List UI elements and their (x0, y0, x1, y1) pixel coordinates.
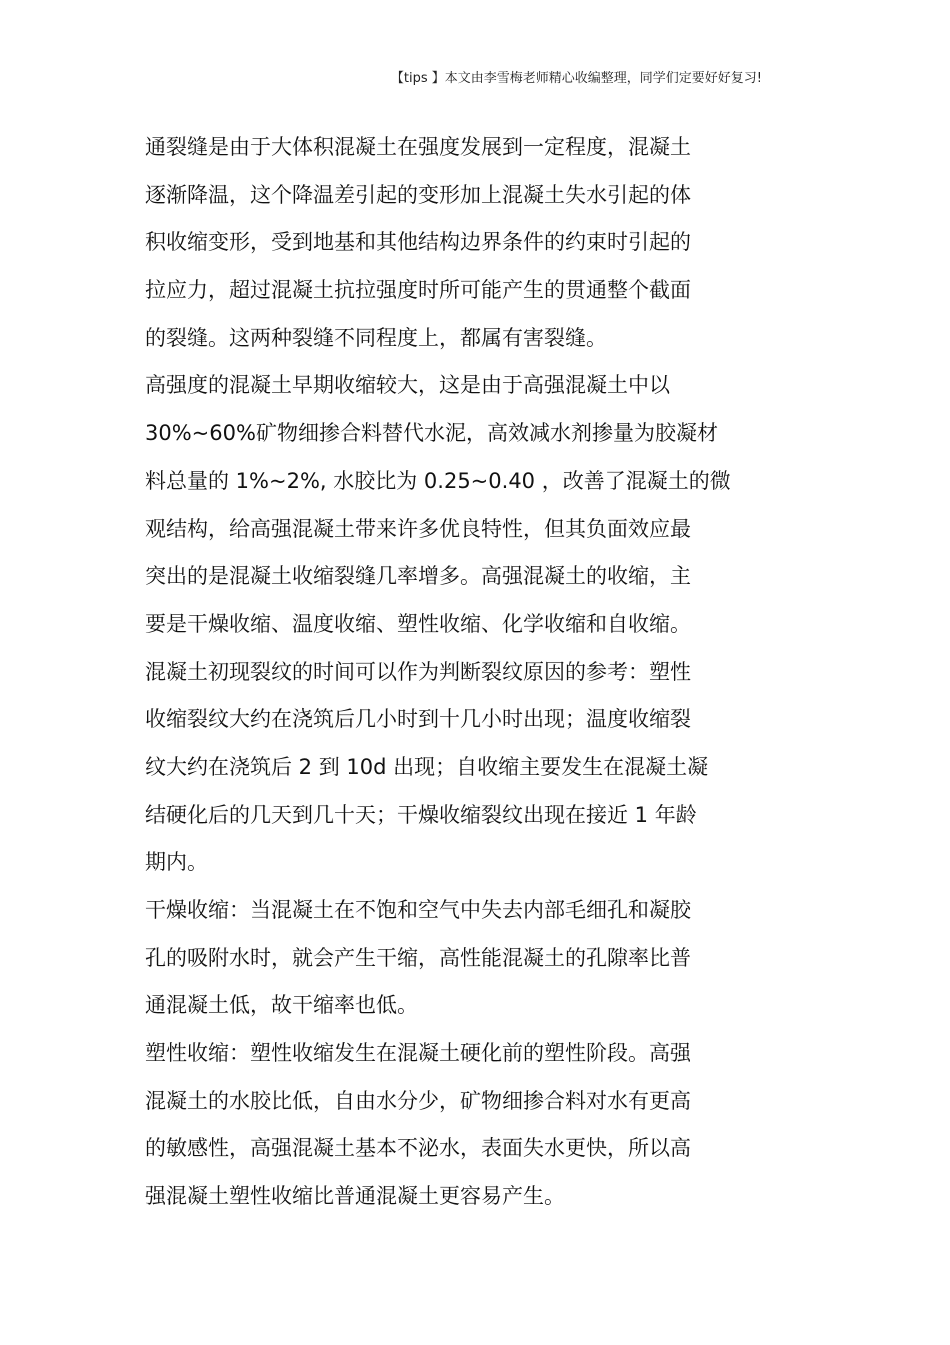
text-line: 逐渐降温，这个降温差引起的变形加上混凝土失水引起的体 (145, 182, 691, 207)
text-line: 通混凝土低，故干缩率也低。 (145, 993, 418, 1018)
text-line: 要是干燥收缩、温度收缩、塑性收缩、化学收缩和自收缩。 (145, 611, 691, 636)
text-line: 纹大约在浇筑后 2 到 10d 出现；自收缩主要发生在混凝土凝 (145, 754, 709, 779)
text-line: 积收缩变形，受到地基和其他结构边界条件的约束时引起的 (145, 230, 691, 255)
text-line: 收缩裂纹大约在浇筑后几小时到十几小时出现；温度收缩裂 (145, 707, 691, 732)
text-line: 的敏感性，高强混凝土基本不泌水，表面失水更快，所以高 (145, 1136, 691, 1161)
text-line: 的裂缝。这两种裂缝不同程度上，都属有害裂缝。 (145, 325, 607, 350)
text-line: 突出的是混凝土收缩裂缝几率增多。高强混凝土的收缩，主 (145, 564, 691, 589)
text-line: 高强度的混凝土早期收缩较大，这是由于高强混凝土中以 (145, 373, 670, 398)
text-line: 结硬化后的几天到几十天；干燥收缩裂纹出现在接近 1 年龄 (145, 802, 697, 827)
text-line: 塑性收缩：塑性收缩发生在混凝土硬化前的塑性阶段。高强 (145, 1041, 691, 1066)
text-line: 通裂缝是由于大体积混凝土在强度发展到一定程度，混凝土 (145, 135, 691, 159)
text-line: 孔的吸附水时，就会产生干缩，高性能混凝土的孔隙率比普 (145, 945, 691, 970)
page-header-tip: 【tips 】本文由李雪梅老师精心收编整理，同学们定要好好复习! (390, 71, 762, 86)
text-line: 期内。 (145, 850, 208, 875)
text-line: 强混凝土塑性收缩比普通混凝土更容易产生。 (145, 1184, 565, 1209)
text-line: 拉应力，超过混凝土抗拉强度时所可能产生的贯通整个截面 (145, 278, 691, 303)
body-text (145, 127, 825, 1224)
text-line: 30%~60%矿物细掺合料替代水泥，高效减水剂掺量为胶凝材 (145, 421, 718, 446)
text-line: 混凝土初现裂纹的时间可以作为判断裂纹原因的参考：塑性 (145, 659, 691, 684)
text-line: 混凝土的水胶比低，自由水分少，矿物细掺合料对水有更高 (145, 1088, 691, 1113)
text-line: 观结构，给高强混凝土带来许多优良特性，但其负面效应最 (145, 516, 691, 541)
text-line: 干燥收缩：当混凝土在不饱和空气中失去内部毛细孔和凝胶 (145, 898, 691, 922)
text-line: 料总量的 1%~2%, 水胶比为 0.25~0.40 ，改善了混凝土的微 (145, 468, 731, 493)
